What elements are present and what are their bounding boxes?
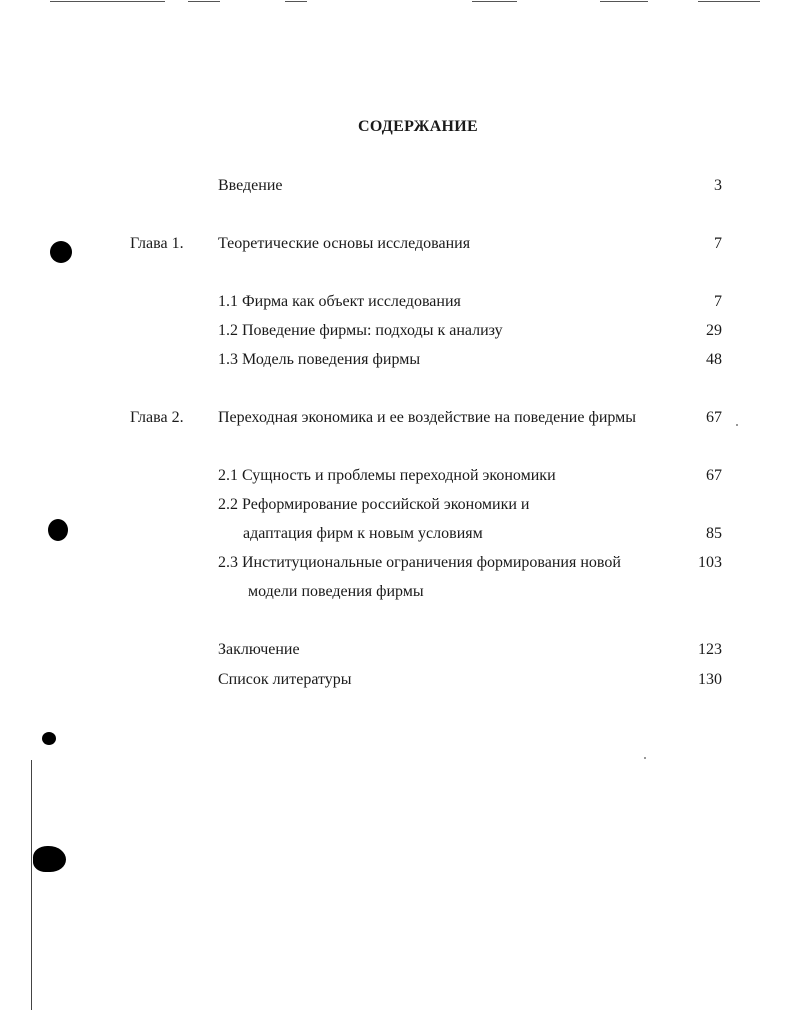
toc-title: СОДЕРЖАНИЕ bbox=[357, 118, 479, 135]
toc-entry-text: Теоретические основы исследования bbox=[218, 235, 471, 252]
chapter-label: Глава 1. bbox=[130, 235, 184, 252]
scan-speck bbox=[644, 757, 646, 759]
toc-entry-section-2-2 bbox=[0, 494, 792, 516]
toc-entry-section-2-1 bbox=[0, 465, 792, 487]
punch-hole-mark bbox=[33, 846, 66, 872]
toc-entry-bibliography bbox=[0, 669, 792, 691]
toc-entry-text: 2.3 Институциональные ограничения формирования новой bbox=[218, 554, 621, 571]
toc-entry-text: Заключение bbox=[218, 641, 300, 658]
toc-entry-text: 2.1 Сущность и проблемы переходной экономики bbox=[218, 467, 556, 484]
punch-hole-mark bbox=[42, 732, 56, 745]
scan-edge-line bbox=[50, 1, 165, 2]
toc-entry-section-1-3 bbox=[0, 349, 792, 371]
toc-entry-text: 1.3 Модель поведения фирмы bbox=[218, 351, 421, 368]
scan-edge-line bbox=[285, 1, 307, 2]
toc-entry-text: адаптация фирм к новым условиям bbox=[243, 525, 483, 542]
toc-entry-text: 1.1 Фирма как объект исследования bbox=[218, 293, 461, 310]
toc-entry-chapter-1 bbox=[0, 233, 792, 255]
toc-page-number: 29 bbox=[706, 322, 722, 339]
toc-entry-section-2-2-continued bbox=[0, 523, 792, 545]
toc-entry-text: Переходная экономика и ее воздействие на поведение фирмы bbox=[218, 409, 637, 426]
toc-entry-introduction bbox=[0, 175, 792, 197]
toc-entry-text: модели поведения фирмы bbox=[248, 583, 424, 600]
toc-entry-section-2-3 bbox=[0, 552, 792, 574]
toc-entry-section-2-3-continued bbox=[0, 581, 792, 603]
toc-entry-text: Список литературы bbox=[218, 671, 352, 688]
binder-edge-line bbox=[31, 760, 32, 1010]
toc-entry-conclusion bbox=[0, 639, 792, 661]
toc-page-number: 130 bbox=[698, 671, 722, 688]
toc-entry-text: 1.2 Поведение фирмы: подходы к анализу bbox=[218, 322, 503, 339]
toc-page-number: 103 bbox=[698, 554, 722, 571]
scan-edge-line bbox=[600, 1, 648, 2]
toc-entry-section-1-2 bbox=[0, 320, 792, 342]
scan-edge-line bbox=[188, 1, 220, 2]
toc-page-number: 123 bbox=[698, 641, 722, 658]
toc-page-number: 7 bbox=[714, 293, 722, 310]
toc-page-number: 67 bbox=[706, 467, 722, 484]
chapter-label: Глава 2. bbox=[130, 409, 184, 426]
toc-entry-section-1-1 bbox=[0, 291, 792, 313]
toc-page-number: 67 bbox=[706, 409, 722, 426]
scan-edge-line bbox=[698, 1, 760, 2]
toc-page-number: 7 bbox=[714, 235, 722, 252]
toc-entry-text: Введение bbox=[218, 177, 283, 194]
toc-page-number: 85 bbox=[706, 525, 722, 542]
scan-edge-line bbox=[472, 1, 517, 2]
toc-entry-chapter-2 bbox=[0, 407, 792, 429]
toc-page-number: 48 bbox=[706, 351, 722, 368]
toc-page-number: 3 bbox=[714, 177, 722, 194]
toc-entry-text: 2.2 Реформирование российской экономики и bbox=[218, 496, 530, 513]
